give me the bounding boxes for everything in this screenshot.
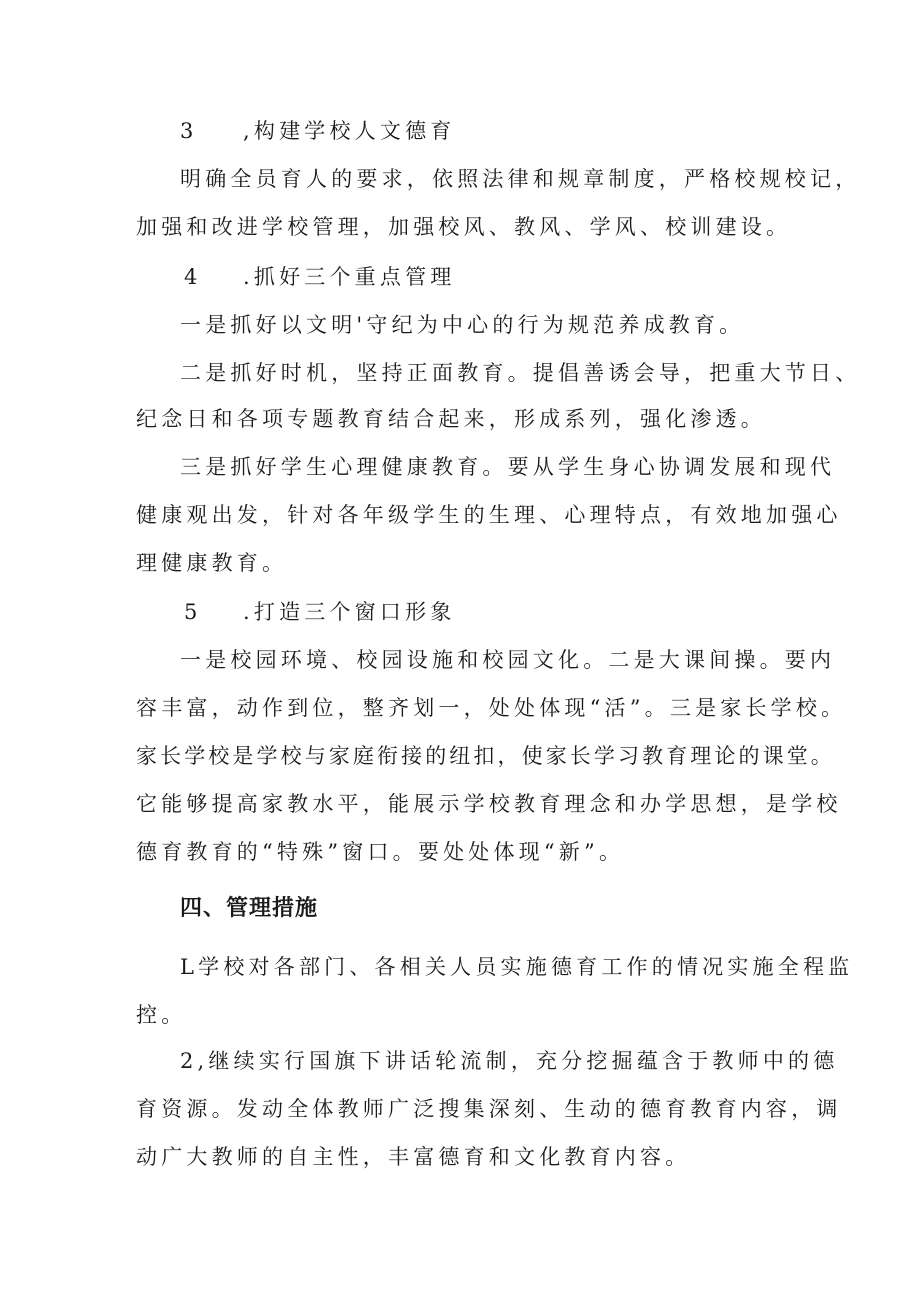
section4-number: 4 <box>184 265 202 289</box>
section4-item3-line-1: 三是抓好学生心理健康教育。要从学生身心协调发展和现代 <box>180 455 836 479</box>
section4-item3-line-3: 理健康教育。 <box>136 551 288 575</box>
section5-line-2: 容丰富，动作到位，整齐划一，处处体现“活”。三是家长学校。 <box>136 696 847 720</box>
section3-line-2: 加强和改进学校管理，加强校风、教风、学风、校训建设。 <box>136 215 792 239</box>
section4-item2-line-2: 纪念日和各项专题教育结合起来，形成系列，强化渗透。 <box>136 407 766 431</box>
section5-line-4: 它能够提高家教水平，能展示学校教育理念和办学思想，是学校 <box>136 792 842 816</box>
section5-line-1: 一是校园环境、校园设施和校园文化。二是大课间操。要内 <box>180 648 836 672</box>
section4-item3-line-2: 健康观出发，针对各年级学生的生理、心理特点，有效地加强心 <box>136 503 842 527</box>
section3-line-1: 明确全员育人的要求，依照法律和规章制度，严格校规校记， <box>180 167 861 191</box>
section5-line-5: 德育教育的“特殊”窗口。要处处体现“新”。 <box>136 840 625 864</box>
section5-line-3: 家长学校是学校与家庭衔接的纽扣，使家长学习教育理论的课堂。 <box>136 744 835 768</box>
section4-item1-line-1: 一是抓好以文明'守纪为中心的行为规范养成教育。 <box>180 313 745 337</box>
section4-title: .抓好三个重点管理 <box>243 265 456 289</box>
section-four-item1-line-1: L学校对各部门、各相关人员实施德育工作的情况实施全程监 <box>180 955 854 979</box>
section-four-item2-line-1: 2,继续实行国旗下讲话轮流制，充分挖掘蕴含于教师中的德 <box>180 1049 839 1073</box>
section-four-item2-line-2: 育资源。发动全体教师广泛搜集深刻、生动的德育教育内容，调 <box>136 1097 842 1121</box>
section3-number: 3 <box>180 119 198 143</box>
section-four-heading: 四、管理措施 <box>180 896 319 921</box>
section5-number: 5 <box>184 600 202 624</box>
section5-title: .打造三个窗口形象 <box>243 600 456 624</box>
section-four-item1-line-2: 控。 <box>136 1003 187 1027</box>
section-four-item2-line-3: 动广大教师的自主性，丰富德育和文化教育内容。 <box>136 1145 691 1169</box>
section4-item2-line-1: 二是抓好时机，坚持正面教育。提倡善诱会导，把重大节日、 <box>180 361 861 385</box>
section3-title: ,构建学校人文德育 <box>243 119 456 143</box>
